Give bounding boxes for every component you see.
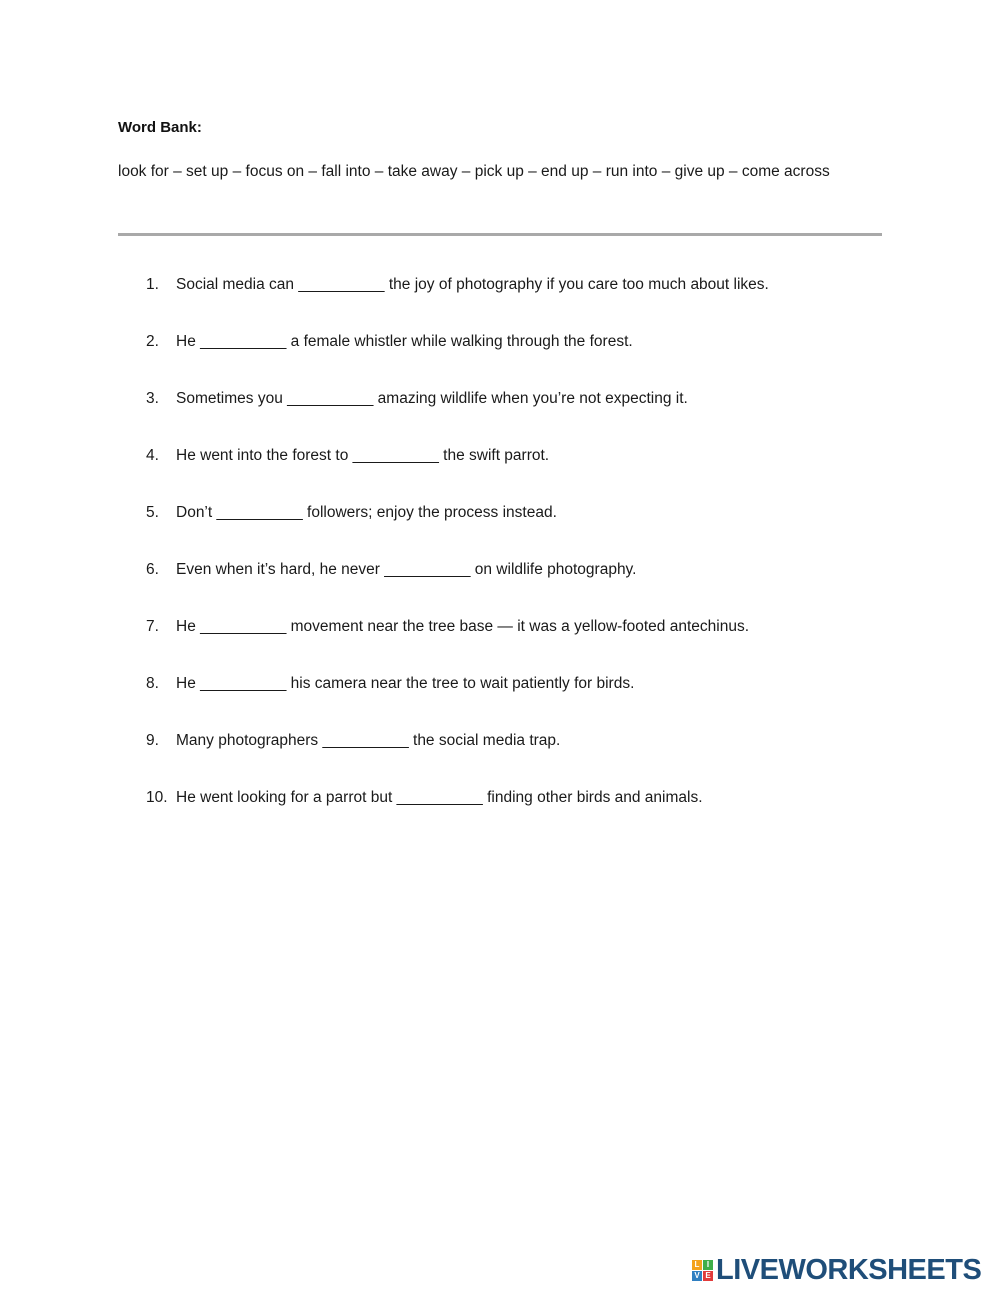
- question-text-after: the swift parrot.: [438, 447, 550, 464]
- question-item: [146, 675, 769, 732]
- question-number: 7.: [146, 618, 159, 635]
- question-text-after: movement near the tree base — it was a yellow-footed antechinus.: [286, 618, 750, 635]
- liveworksheets-logo-mark: [692, 1260, 713, 1281]
- liveworksheets-logo-text: LIVEWORKSHEETS: [716, 1253, 982, 1286]
- question-number: 8.: [146, 675, 159, 692]
- divider: [118, 233, 882, 236]
- question-text-after: on wildlife photography.: [470, 561, 637, 578]
- question-text-after: a female whistler while walking through the forest.: [286, 333, 633, 350]
- question-item: [146, 789, 769, 846]
- question-text: [176, 618, 749, 636]
- logo-mark-cell: L: [692, 1260, 702, 1270]
- question-number: 5.: [146, 504, 159, 521]
- answer-blank[interactable]: __________: [298, 276, 385, 293]
- question-item: [146, 276, 769, 333]
- question-text-before: He went into the forest to: [176, 447, 353, 464]
- question-item: [146, 561, 769, 618]
- question-item: [146, 732, 769, 789]
- question-text-after: amazing wildlife when you’re not expecting it.: [373, 390, 688, 407]
- question-text-before: He: [176, 675, 201, 692]
- question-text: [176, 333, 633, 351]
- answer-blank[interactable]: __________: [200, 333, 287, 350]
- question-text-before: Even when it’s hard, he never: [176, 561, 385, 578]
- question-text: [176, 561, 636, 579]
- question-text-after: the joy of photography if you care too much about likes.: [384, 276, 769, 293]
- question-number: 6.: [146, 561, 159, 578]
- question-number: 3.: [146, 390, 159, 407]
- question-number: 1.: [146, 276, 159, 293]
- question-item: [146, 504, 769, 561]
- question-number: 4.: [146, 447, 159, 464]
- question-text: [176, 789, 703, 807]
- question-text: [176, 732, 560, 750]
- answer-blank[interactable]: __________: [352, 447, 439, 464]
- question-item: [146, 333, 769, 390]
- answer-blank[interactable]: __________: [322, 732, 409, 749]
- question-item: [146, 390, 769, 447]
- logo-mark-cell: E: [703, 1271, 713, 1281]
- question-number: 9.: [146, 732, 159, 749]
- question-text-after: the social media trap.: [408, 732, 561, 749]
- question-item: [146, 447, 769, 504]
- question-number: 2.: [146, 333, 159, 350]
- answer-blank[interactable]: __________: [384, 561, 471, 578]
- question-text-after: followers; enjoy the process instead.: [302, 504, 557, 521]
- question-text-before: Social media can: [176, 276, 299, 293]
- question-text-before: Sometimes you: [176, 390, 288, 407]
- logo-mark-cell: I: [703, 1260, 713, 1270]
- answer-blank[interactable]: __________: [216, 504, 303, 521]
- question-text: [176, 675, 634, 693]
- logo-mark-cell: V: [692, 1271, 702, 1281]
- question-text-after: his camera near the tree to wait patiently for birds.: [286, 675, 635, 692]
- question-text: [176, 276, 769, 294]
- question-text: [176, 504, 557, 522]
- question-text: [176, 447, 549, 465]
- answer-blank[interactable]: __________: [200, 618, 287, 635]
- question-text-before: He: [176, 333, 201, 350]
- word-bank-title: Word Bank:: [118, 119, 202, 136]
- question-number: 10.: [146, 789, 168, 806]
- question-text-before: He went looking for a parrot but: [176, 789, 397, 806]
- question-text-before: Many photographers: [176, 732, 323, 749]
- question-text-before: Don’t: [176, 504, 217, 521]
- word-bank-list: look for – set up – focus on – fall into – take away – pick up – end up – run into – give up – come across: [118, 163, 830, 180]
- answer-blank[interactable]: __________: [200, 675, 287, 692]
- question-list: [146, 276, 769, 846]
- liveworksheets-logo: [692, 1255, 981, 1285]
- answer-blank[interactable]: __________: [396, 789, 483, 806]
- question-text: [176, 390, 688, 408]
- question-text-after: finding other birds and animals.: [482, 789, 703, 806]
- question-text-before: He: [176, 618, 201, 635]
- question-item: [146, 618, 769, 675]
- answer-blank[interactable]: __________: [287, 390, 374, 407]
